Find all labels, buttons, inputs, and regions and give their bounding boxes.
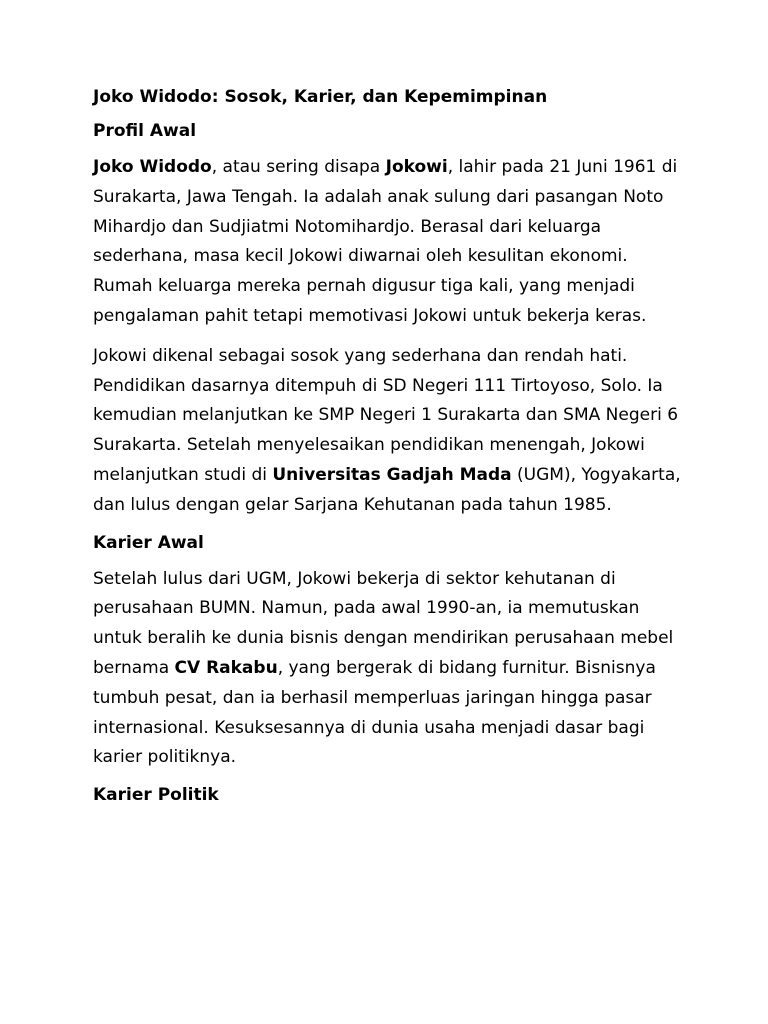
bold-name-full: Joko Widodo <box>93 157 212 177</box>
bold-university: Universitas Gadjah Mada <box>272 464 512 485</box>
paragraph-text: , atau sering disapa <box>211 157 386 177</box>
document-page <box>93 85 683 817</box>
paragraph-text: , yang bergerak di bidang furnitur. Bisnisnya tumbuh pesat, dan ia berhasil memperluas jaringan hingga pasar internasional. Kesuksesannya di dunia usaha menjadi dasar bagi karier politiknya. <box>93 657 656 768</box>
paragraph-karier-awal <box>93 565 683 774</box>
bold-name-short: Jokowi <box>385 157 448 177</box>
paragraph-text: , lahir pada 21 Juni 1961 di Surakarta, Jawa Tengah. Ia adalah anak sulung dari pasangan Noto Mihardjo dan Sudjiatmi Notomihardjo. Berasal dari keluarga sederhana, masa kecil Jokowi diwarnai oleh kesulitan ekonomi. Rumah keluarga mereka pernah digusur tiga kali, yang menjadi pengalaman pahit tetapi memotivasi Jokowi untuk bekerja keras. <box>93 157 678 326</box>
bold-company: CV Rakabu <box>174 657 278 678</box>
section-heading-karier-politik: Karier Politik <box>93 785 219 806</box>
paragraph-profil-1 <box>93 153 683 332</box>
paragraph-text: Setelah lulus dari UGM, Jokowi bekerja di sektor kehutanan di perusahaan BUMN. Namun, pada awal 1990-an, ia memutuskan untuk beralih ke dunia bisnis dengan mendirikan perusahaan mebel bernama <box>93 568 674 678</box>
paragraph-text: Jokowi dikenal sebagai sosok yang sederhana dan rendah hati. Pendidikan dasarnya ditempuh di SD Negeri 111 Tirtoyoso, Solo. Ia kemudian melanjutkan ke SMP Negeri 1 Surakarta dan SMA Negeri 6 Surakarta. Setelah menyelesaikan pendidikan menengah, Jokowi melanjutkan studi di <box>93 345 679 485</box>
paragraph-profil-2 <box>93 342 683 521</box>
section-heading-karier-awal: Karier Awal <box>93 532 204 553</box>
document-title: Joko Widodo: Sosok, Karier, dan Kepemimpinan <box>93 87 548 107</box>
paragraph-text: (UGM), Yogyakarta, dan lulus dengan gelar Sarjana Kehutanan pada tahun 1985. <box>93 464 681 515</box>
section-heading-profil-awal: Profil Awal <box>93 121 197 141</box>
